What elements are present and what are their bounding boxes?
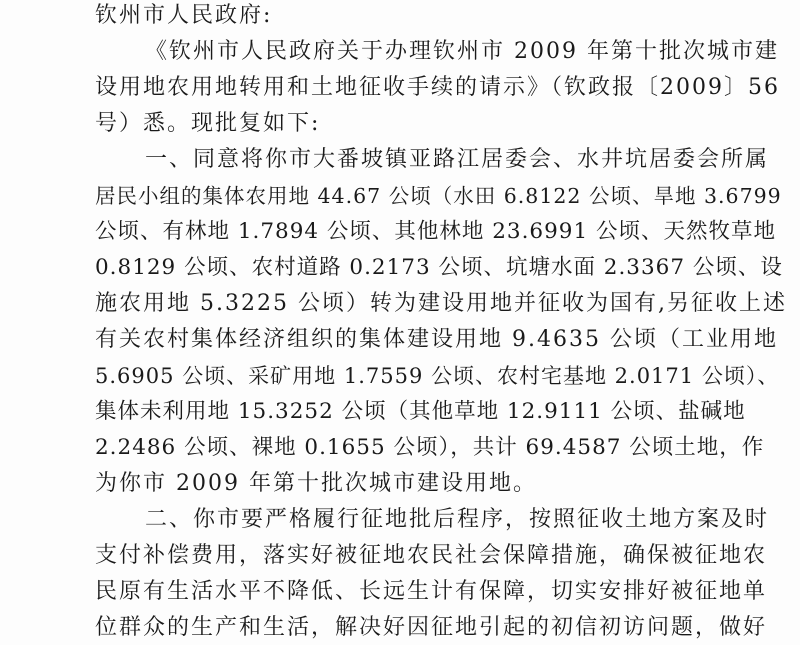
paragraph-line: 一、同意将你市大番坡镇亚路江居委会、水井坑居委会所属 bbox=[145, 147, 770, 172]
paragraph-line: 2.2486 公顷、裸地 0.1655 公顷），共计 69.4587 公顷土地，作 bbox=[95, 435, 765, 460]
paragraph-line: 号）悉。现批复如下: bbox=[95, 111, 321, 136]
paragraph-line: 为你市 2009 年第十批次城市建设用地。 bbox=[95, 471, 537, 496]
paragraph-line: 有关农村集体经济组织的集体建设用地 9.4635 公顷（工业用地 bbox=[95, 327, 778, 352]
paragraph-line: 集体未利用地 15.3252 公顷（其他草地 12.9111 公顷、盐碱地 bbox=[95, 399, 746, 424]
paragraph-line: 设用地农用地转用和土地征收手续的请示》（钦政报〔2009〕56 bbox=[95, 75, 780, 100]
paragraph-line: 二、你市要严格履行征地批后程序，按照征收土地方案及时 bbox=[145, 507, 770, 532]
paragraph-line: 位群众的生产和生活，解决好因征地引起的初信初访问题，做好 bbox=[95, 615, 768, 640]
paragraph-line: 民原有生活水平不降低、长远生计有保障，切实安排好被征地单 bbox=[95, 579, 768, 604]
paragraph-line: 居民小组的集体农用地 44.67 公顷（水田 6.8122 公顷、旱地 3.6799 bbox=[95, 184, 782, 208]
paragraph-line: 公顷、有林地 1.7894 公顷、其他林地 23.6991 公顷、天然牧草地 bbox=[95, 219, 776, 244]
paragraph-line: 支付补偿费用，落实好被征地农民社会保障措施，确保被征地农 bbox=[95, 543, 768, 568]
paragraph-line: 《钦州市人民政府关于办理钦州市 2009 年第十批次城市建 bbox=[145, 39, 779, 64]
addressee-line: 钦州市人民政府: bbox=[95, 3, 273, 28]
paragraph-line: 0.8129 公顷、农村道路 0.2173 公顷、坑塘水面 2.3367 公顷、设 bbox=[95, 255, 783, 280]
paragraph-line: 5.6905 公顷、采矿用地 1.7559 公顷、农村宅基地 2.0171 公顷）、 bbox=[95, 364, 780, 388]
paragraph-line: 施农用地 5.3225 公顷）转为建设用地并征收为国有,另征收上述 bbox=[95, 291, 787, 316]
